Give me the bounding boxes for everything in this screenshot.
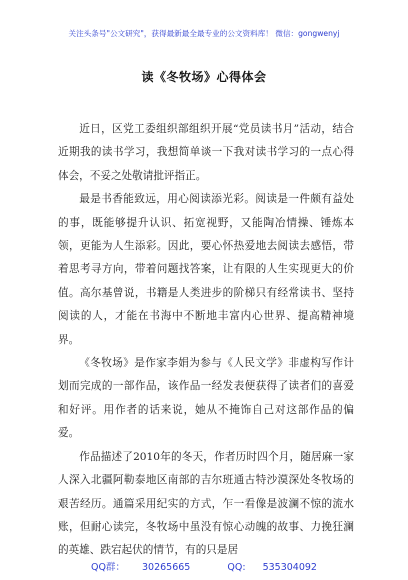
- paragraph-intro: 近日，区党工委组织部组织开展“党员读书月”活动，结合近期我的读书学习，我想简单谈一下我对读书学习的一点心得体会，不妥之处敬请批评指正。: [58, 123, 354, 182]
- paragraph-book: 《冬牧场》是作家李娟为参与《人民文学》非虚构写作计划而完成的一部作品，该作品一经发表便获得了读者们的喜爱和好评。用作者的话来说，她从不掩饰自己对这部作品的偏爱。: [58, 357, 354, 440]
- header-notice: 关注头条号"公文研究"，获得最新最全最专业的公文资料库！ 微信：gongwenyj: [68, 29, 340, 38]
- footer-qq: QQ: 535304092: [227, 562, 317, 573]
- footer-qq-group: QQ群： 30265665: [91, 562, 191, 573]
- document-body: [58, 118, 354, 563]
- document-title: 读《冬牧场》心得体会: [141, 70, 267, 84]
- paragraph-reading: 最是书香能致远，用心阅读添光彩。阅读是一件颇有益处的事，既能够提升认识、拓宽视野，又能陶冶情操、锤炼本领，更能为人生添彩。因此，要心怀热爱地去阅读去感悟，带着思考寻方向，带着问题找答案，让有限的人生实现更大的价值。高尔基曾说，书籍是人类进步的阶梯只有经常读书、坚持阅读的人，才能在书海中不断地丰富内心世界、提高精神境界。: [58, 193, 354, 346]
- paragraph-content: 作品描述了2010年的冬天，作者历时四个月，随居麻一家人深入北疆阿勒泰地区南部的吉尔班通古特沙漠深处冬牧场的艰苦经历。通篇采用纪实的方式，乍一看像是波澜不惊的流水账，但耐心读完，冬牧场中虽没有惊心动魄的故事、力挽狂澜的英雄、跌宕起伏的情节，有的只是居: [58, 450, 354, 557]
- footer-contact: [0, 559, 408, 573]
